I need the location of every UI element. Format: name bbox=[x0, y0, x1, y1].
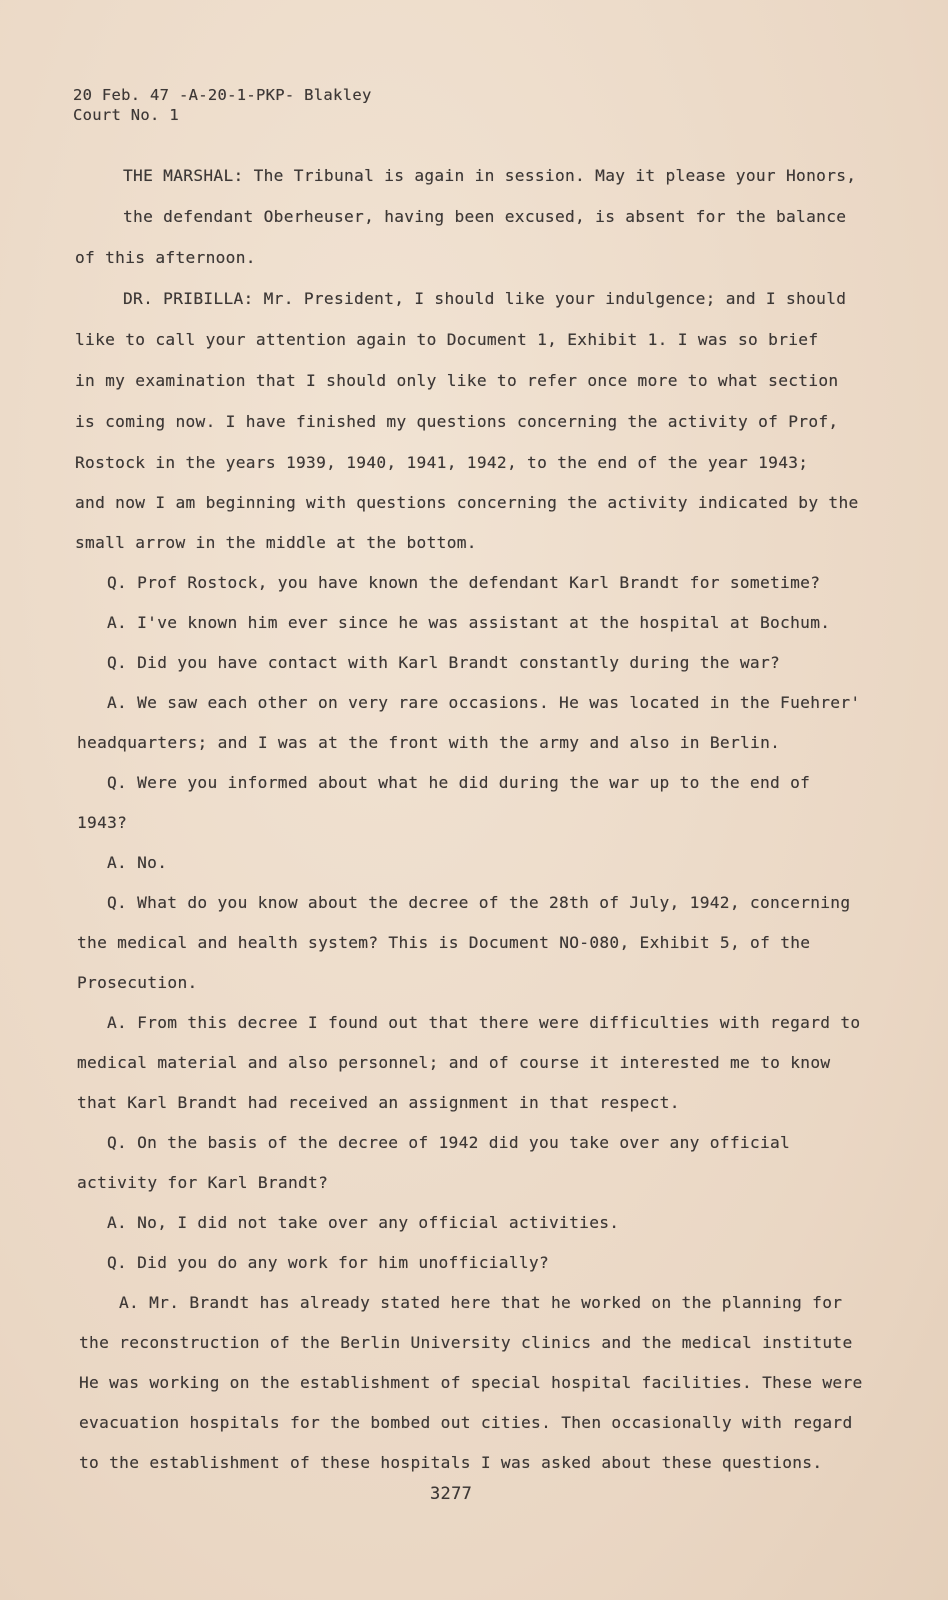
body-line: A. No. bbox=[107, 853, 168, 872]
body-line: in my examination that I should only like to refer once more to what section bbox=[75, 371, 839, 390]
body-line: the reconstruction of the Berlin University clinics and the medical institute bbox=[79, 1333, 853, 1352]
body-line: the medical and health system? This is Document NO-080, Exhibit 5, of the bbox=[77, 933, 811, 952]
body-line: like to call your attention again to Document 1, Exhibit 1. I was so brief bbox=[75, 330, 819, 349]
body-line: A. From this decree I found out that there were difficulties with regard to bbox=[107, 1013, 861, 1032]
body-line: Rostock in the years 1939, 1940, 1941, 1942, to the end of the year 1943; bbox=[75, 453, 809, 472]
body-line: A. We saw each other on very rare occasions. He was located in the Fuehrer' bbox=[107, 693, 861, 712]
body-line: Prosecution. bbox=[77, 973, 198, 992]
body-line: activity for Karl Brandt? bbox=[77, 1173, 329, 1192]
body-line: evacuation hospitals for the bombed out cities. Then occasionally with regard bbox=[79, 1413, 853, 1432]
body-line: Q. Prof Rostock, you have known the defendant Karl Brandt for sometime? bbox=[107, 573, 821, 592]
body-line: to the establishment of these hospitals I was asked about these questions. bbox=[79, 1453, 823, 1472]
body-line: A. No, I did not take over any official activities. bbox=[107, 1213, 620, 1232]
body-line: Q. On the basis of the decree of 1942 did you take over any official bbox=[107, 1133, 791, 1152]
body-line: is coming now. I have finished my questions concerning the activity of Prof, bbox=[75, 412, 839, 431]
body-line: headquarters; and I was at the front with the army and also in Berlin. bbox=[77, 733, 781, 752]
body-line: A. Mr. Brandt has already stated here that he worked on the planning for bbox=[119, 1293, 843, 1312]
body-line: and now I am beginning with questions concerning the activity indicated by the bbox=[75, 493, 859, 512]
body-line: small arrow in the middle at the bottom. bbox=[75, 533, 477, 552]
header-line-2: Court No. 1 bbox=[73, 106, 179, 124]
body-line: A. I've known him ever since he was assistant at the hospital at Bochum. bbox=[107, 613, 831, 632]
body-line: Q. Did you have contact with Karl Brandt constantly during the war? bbox=[107, 653, 781, 672]
body-line: 1943? bbox=[77, 813, 128, 832]
body-line: the defendant Oberheuser, having been excused, is absent for the balance bbox=[123, 207, 847, 226]
body-line: that Karl Brandt had received an assignment in that respect. bbox=[77, 1093, 680, 1112]
body-line: DR. PRIBILLA: Mr. President, I should like your indulgence; and I should bbox=[123, 289, 847, 308]
body-line: Q. Did you do any work for him unofficially? bbox=[107, 1253, 550, 1272]
body-line: Q. Were you informed about what he did during the war up to the end of bbox=[107, 773, 811, 792]
body-line: Q. What do you know about the decree of the 28th of July, 1942, concerning bbox=[107, 893, 851, 912]
body-line: medical material and also personnel; and of course it interested me to know bbox=[77, 1053, 831, 1072]
page-number: 3277 bbox=[430, 1484, 473, 1504]
body-line: THE MARSHAL: The Tribunal is again in session. May it please your Honors, bbox=[123, 166, 857, 185]
header-line-1: 20 Feb. 47 -A-20-1-PKP- Blakley bbox=[73, 86, 372, 104]
body-line: of this afternoon. bbox=[75, 248, 256, 267]
body-line: He was working on the establishment of special hospital facilities. These were bbox=[79, 1373, 863, 1392]
